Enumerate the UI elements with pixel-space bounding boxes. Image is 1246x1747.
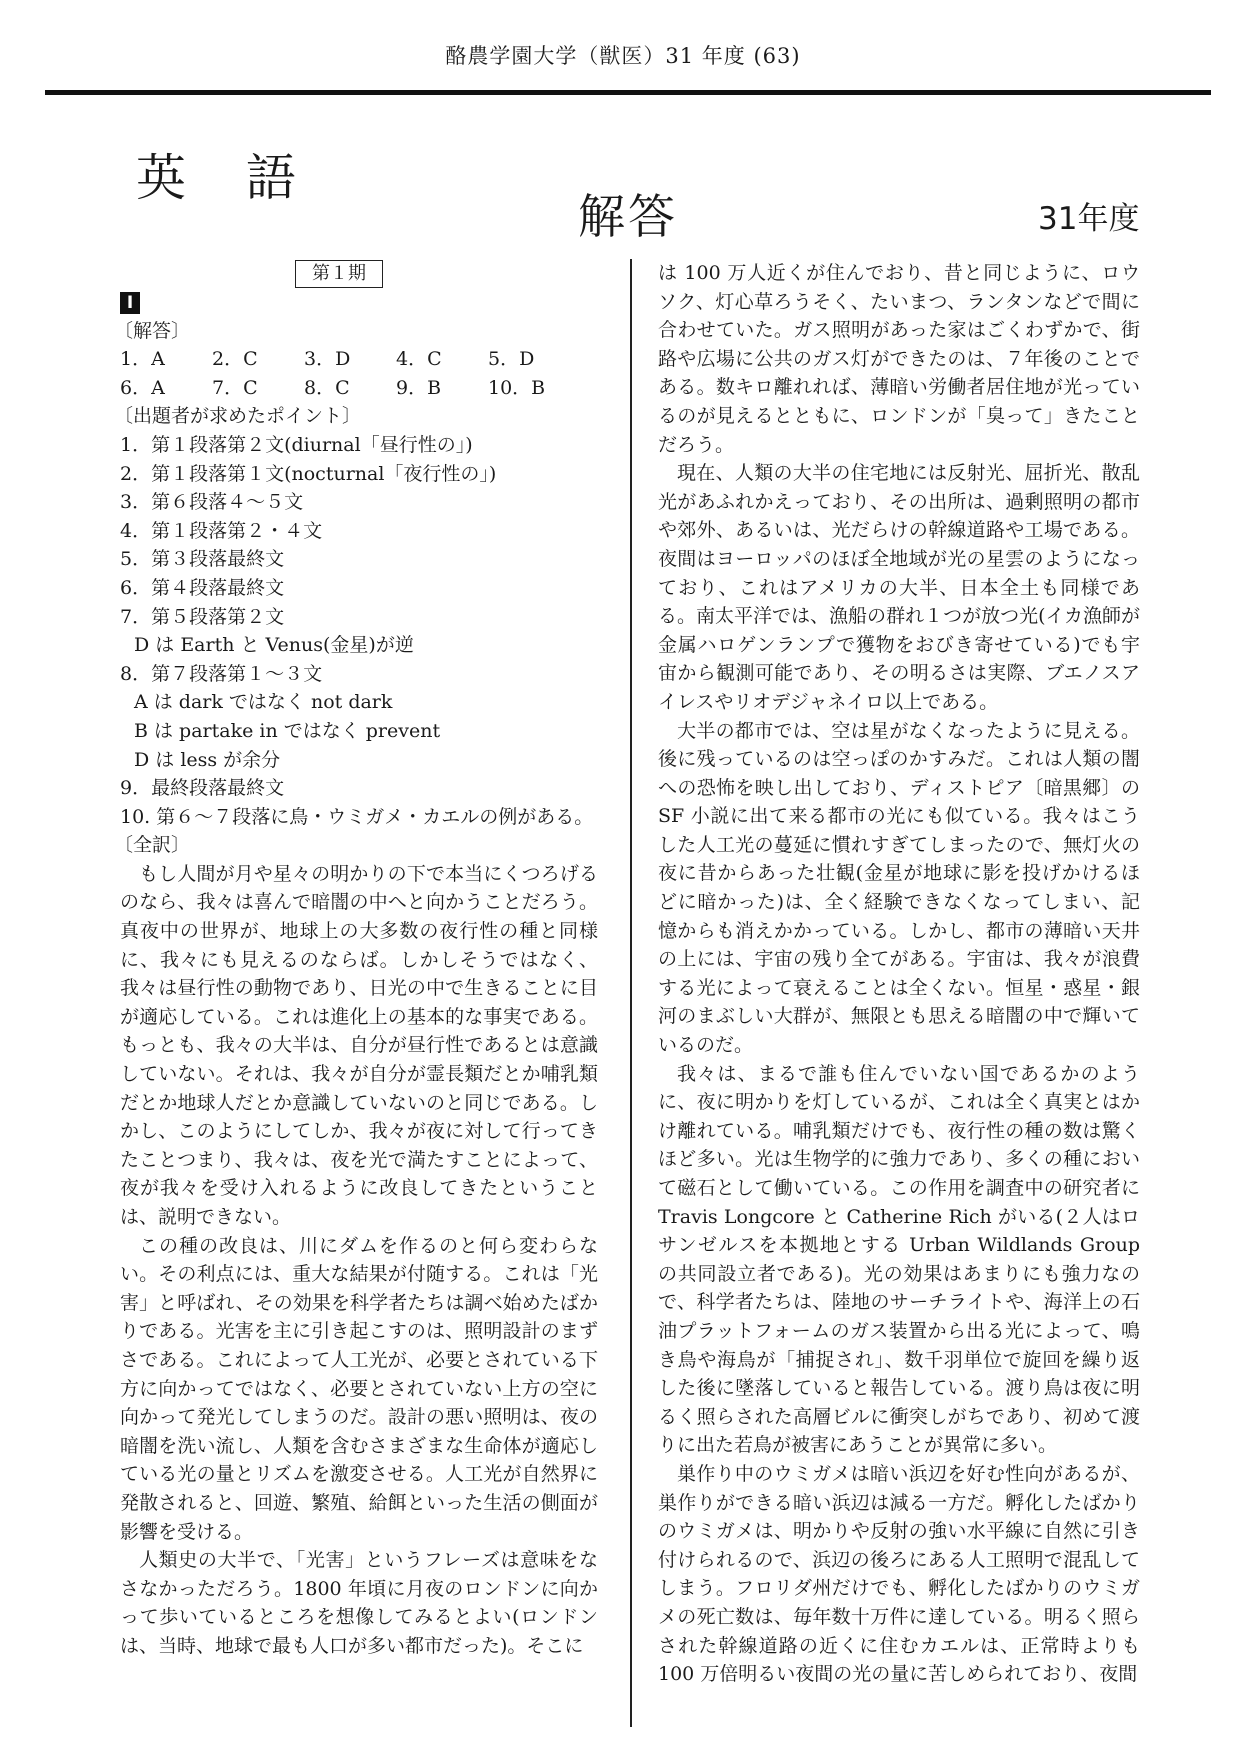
point-item: 7．第５段落第２文 bbox=[120, 605, 285, 628]
answer-item: 5．D bbox=[488, 348, 535, 371]
right-column bbox=[658, 259, 1140, 1689]
translation-paragraph: 人類史の大半で、「光害」というフレーズは意味をなさなかっただろう。1800 年頃に月夜のロンドンに向かって歩いているところを想像してみるとよい(ロンドンは、当時、地球で最も人口が多い都市だった)。そこに bbox=[120, 1549, 598, 1657]
answer-item: 9．B bbox=[396, 376, 442, 399]
point-item: 9．最終段落最終文 bbox=[120, 777, 285, 800]
column-divider bbox=[630, 259, 632, 1727]
point-item: 1．第１段落第２文(diurnal「昼行性の」) bbox=[120, 433, 473, 456]
year-label: 31年度 bbox=[1038, 201, 1140, 237]
points-list bbox=[120, 431, 598, 831]
running-header: 酪農学園大学（獣医）31 年度 (63) bbox=[445, 44, 801, 68]
point-item: 5．第３段落最終文 bbox=[120, 548, 285, 571]
point-item: 3．第６段落４～５文 bbox=[120, 491, 304, 514]
answer-item: 7．C bbox=[212, 376, 258, 399]
translation-paragraph: 我々は、まるで誰も住んでいない国であるかのように、夜に明かりを灯しているが、これは全く真実とはかけ離れている。哺乳類だけでも、夜行性の種の数は驚くほど多い。光は生物学的に強力であり、多くの種において磁石として働いている。この作用を調査中の研究者に Travis Longcore と Catherine Rich がいる(２人はロサンゼルスを本拠地とする Urban Wildlands Group の共同設立者である)。光の効果はあまりにも強力なので、科学者たちは、陸地のサーチライトや、海洋上の石油プラットフォームのガス装置から出る光によって、鳴き鳥や海鳥が「捕捉され」、数千羽単位で旋回を繰り返した後に墜落していると報告している。渡り鳥は夜に明るく照らされた高層ビルに衝突しがちであり、初めて渡りに出た若鳥が被害にあうことが異常に多い。 bbox=[658, 1062, 1140, 1457]
section-number-badge: I bbox=[120, 292, 140, 314]
points-heading: 〔出題者が求めたポイント〕 bbox=[114, 405, 362, 428]
document-title: 解答 bbox=[578, 190, 678, 245]
answer-item: 1．A bbox=[120, 348, 165, 371]
left-column bbox=[114, 259, 598, 1661]
point-item: 8．第７段落第１～３文 bbox=[120, 662, 323, 685]
point-item: 6．第４段落最終文 bbox=[120, 576, 285, 599]
point-subitem: A は dark ではなく not dark bbox=[134, 691, 393, 714]
point-item: 2．第１段落第１文(nocturnal「夜行性の」) bbox=[120, 462, 497, 485]
answer-item: 3．D bbox=[304, 348, 351, 371]
answer-item: 10．B bbox=[488, 376, 546, 399]
point-item: 10. 第６～７段落に鳥・ウミガメ・カエルの例がある。 bbox=[120, 805, 594, 828]
answer-item: 6．A bbox=[120, 376, 165, 399]
period-box-wrap bbox=[80, 259, 598, 288]
answer-item: 8．C bbox=[304, 376, 350, 399]
answers-heading: 〔解答〕 bbox=[114, 319, 191, 342]
translation-paragraph: 大半の都市では、空は星がなくなったように見える。後に残っているのは空っぽのかすみだ。これは人類の闇への恐怖を映し出しており、ディストピア〔暗黒郷〕の SF 小説に出て来る都市の光にも似ている。我々はこうした人工光の蔓延に慣れすぎてしまったので、無灯火の夜に昔からあった壮観(金星が地球に影を投げかけるほどに暗かった)は、全く経験できなくなってしまい、記憶からも消えかかっている。しかし、都市の薄暗い天井の上には、宇宙の残り全てがある。宇宙は、我々が浪費する光によって衰えることは全くない。恒星・惑星・銀河のまぶしい大群が、無限とも思える暗闇の中で輝いているのだ。 bbox=[658, 719, 1140, 1057]
point-subitem: B は partake in ではなく prevent bbox=[134, 719, 441, 742]
header-rule bbox=[45, 90, 1211, 95]
answer-item: 2．C bbox=[212, 348, 258, 371]
point-item: 4．第１段落第２・４文 bbox=[120, 519, 323, 542]
point-subitem: D は Earth と Venus(金星)が逆 bbox=[134, 634, 414, 657]
period-label: 第１期 bbox=[295, 260, 383, 288]
translation-heading: 〔全訳〕 bbox=[114, 834, 191, 857]
answer-item: 4．C bbox=[396, 348, 442, 371]
translation-paragraph: 現在、人類の大半の住宅地には反射光、屈折光、散乱光があふれかえっており、その出所は、過剰照明の都市や郊外、あるいは、光だらけの幹線道路や工場である。夜間はヨーロッパのほぼ全地域が光の星雲のようになっており、これはアメリカの大半、日本全土も同様である。南太平洋では、漁船の群れ１つが放つ光(イカ漁師が金属ハロゲンランプで獲物をおびき寄せている)でも宇宙から観測可能であり、その明るさは実際、ブエノスアイレスやリオデジャネイロ以上である。 bbox=[658, 462, 1140, 713]
translation-paragraph-continued: は 100 万人近くが住んでおり、昔と同じように、ロウソク、灯心草ろうそく、たいまつ、ランタンなどで間に合わせていた。ガス照明があった家はごくわずかで、街路や広場に公共のガス灯ができたのは、７年後のことである。数キロ離れれば、薄暗い労働者居住地が光っているのが見えるとともに、ロンドンが「臭って」きたことだろう。 bbox=[658, 262, 1140, 456]
point-subitem: D は less が余分 bbox=[134, 748, 281, 771]
answers-row-2 bbox=[120, 374, 598, 403]
translation-paragraph: この種の改良は、川にダムを作るのと何ら変わらない。その利点には、重大な結果が付随する。これは「光害」と呼ばれ、その効果を科学者たちは調べ始めたばかりである。光害を主に引き起こすのは、照明設計のまずさである。これによって人工光が、必要とされている下方に向かってではなく、必要とされていない上方の空に向かって発光してしまうのだ。設計の悪い照明は、夜の暗闇を洗い流し、人類を含むさまざまな生命体が適応している光の量とリズムを激変させる。人工光が自然界に発散されると、回遊、繁殖、給餌といった生活の側面が影響を受ける。 bbox=[120, 1234, 598, 1543]
translation-paragraph: もし人間が月や星々の明かりの下で本当にくつろげるのなら、我々は喜んで暗闇の中へと向かうことだろう。真夜中の世界が、地球上の大多数の夜行性の種と同様に、我々にも見えるのならば。しかしそうではなく、我々は昼行性の動物であり、日光の中で生きることに目が適応している。これは進化上の基本的な事実である。もっとも、我々の大半は、自分が昼行性であるとは意識していない。それは、我々が自分が霊長類だとか哺乳類だとか地球人だとか意識していないのと同じである。しかし、このようにしてしか、我々が夜に対して行ってきたことつまり、我々は、夜を光で満たすことによって、夜が我々を受け入れるように改良してきたということは、説明できない。 bbox=[120, 862, 598, 1228]
translation-paragraph: 巣作り中のウミガメは暗い浜辺を好む性向があるが、巣作りができる暗い浜辺は減る一方だ。孵化したばかりのウミガメは、明かりや反射の強い水平線に自然に引き付けられるので、浜辺の後ろにある人工照明で混乱してしまう。フロリダ州だけでも、孵化したばかりのウミガメの死亡数は、毎年数十万件に達している。明るく照らされた幹線道路の近くに住むカエルは、正常時よりも 100 万倍明るい夜間の光の量に苦しめられており、夜間 bbox=[658, 1462, 1140, 1686]
answers-row-1 bbox=[120, 345, 598, 374]
subject-title: 英 語 bbox=[136, 149, 318, 207]
